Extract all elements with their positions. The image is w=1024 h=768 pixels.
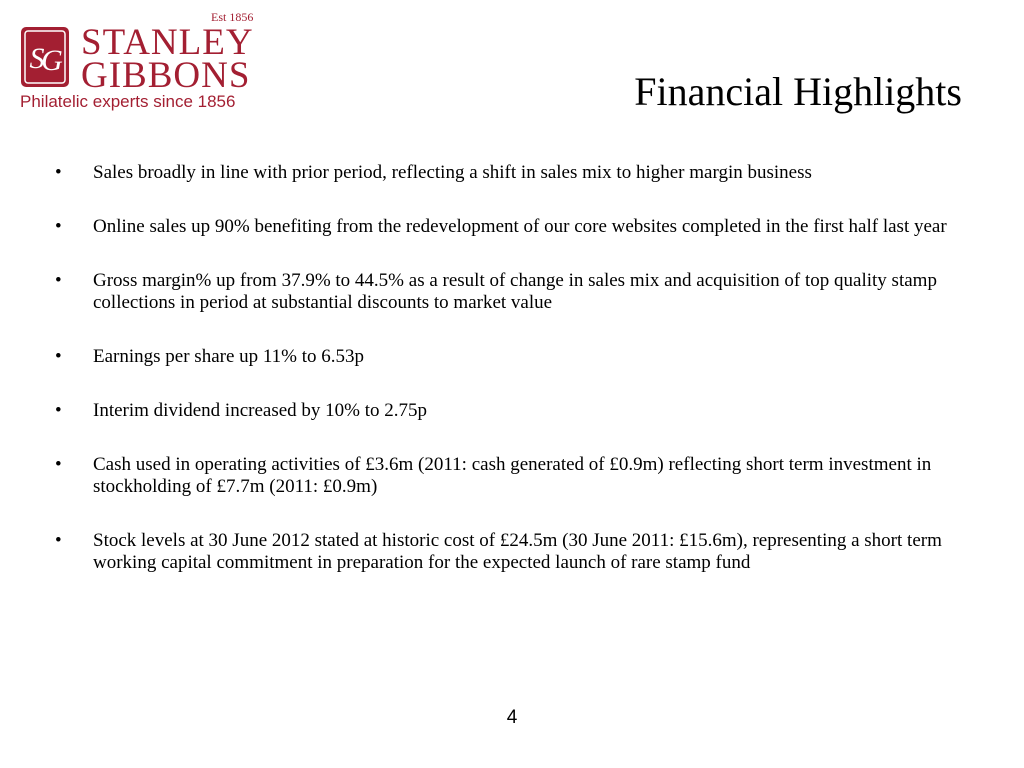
bullet-item	[55, 216, 965, 238]
bullet-text: Stock levels at 30 June 2012 stated at historic cost of £24.5m (30 June 2011: £15.6m), representing a short term working capital commitment in preparation for the expected launch of rare stamp fund	[93, 530, 942, 573]
svg-text:G: G	[41, 44, 63, 77]
company-logo	[18, 10, 258, 114]
bullet-item	[55, 530, 965, 574]
bullet-text: Earnings per share up 11% to 6.53p	[93, 346, 365, 367]
bullet-icon: •	[55, 216, 62, 237]
bullet-text: Sales broadly in line with prior period, reflecting a shift in sales mix to higher margin business	[93, 162, 812, 183]
bullet-list	[55, 162, 965, 606]
bullet-text: Cash used in operating activities of £3.6m (2011: cash generated of £0.9m) reflecting short term investment in stockholding of £7.7m (2011: £0.9m)	[93, 454, 932, 497]
bullet-icon: •	[55, 530, 62, 551]
bullet-icon: •	[55, 454, 62, 475]
bullet-text: Interim dividend increased by 10% to 2.75p	[93, 400, 428, 421]
bullet-icon: •	[55, 400, 62, 421]
page-number: 4	[506, 707, 518, 728]
logo-tagline: Philatelic experts since 1856	[20, 92, 236, 111]
slide-title: Financial Highlights	[634, 69, 962, 114]
logo-established-text: Est 1856	[211, 10, 254, 24]
svg-text:S: S	[29, 42, 45, 75]
bullet-text: Gross margin% up from 37.9% to 44.5% as a result of change in sales mix and acquisition of top quality stamp collections in period at substantial discounts to market value	[93, 270, 937, 313]
bullet-text: Online sales up 90% benefiting from the redevelopment of our core websites completed in the first half last year	[93, 216, 947, 237]
bullet-item	[55, 162, 965, 184]
bullet-item	[55, 270, 965, 314]
bullet-item	[55, 346, 965, 368]
sg-monogram-icon	[18, 24, 72, 90]
logo-name-line2: GIBBONS	[81, 55, 251, 96]
bullet-icon: •	[55, 270, 62, 291]
bullet-icon: •	[55, 346, 62, 367]
logo-name-line1: STANLEY	[81, 22, 254, 63]
bullet-item	[55, 400, 965, 422]
bullet-item	[55, 454, 965, 498]
bullet-icon: •	[55, 162, 62, 183]
